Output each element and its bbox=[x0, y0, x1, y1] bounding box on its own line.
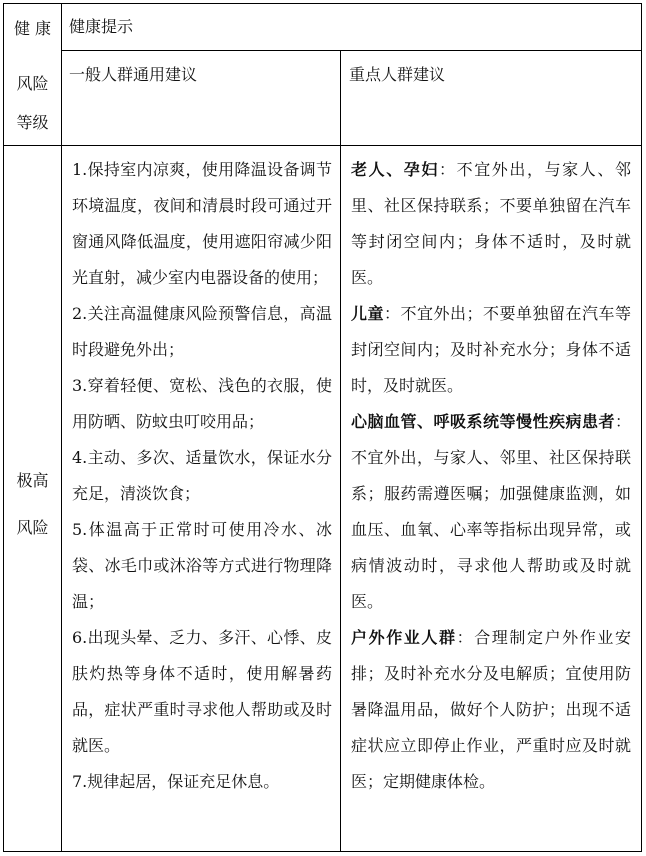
risk-level-value-line: 风险 bbox=[16, 518, 49, 537]
group-advice: ：不宜外出，与家人、邻里、社区保持联系；服药需遵医嘱；加强健康监测，如血压、血氧、心率等指标出现异常，或病情波动时，寻求他人帮助或及时就医。 bbox=[351, 412, 631, 611]
table-border-bottom bbox=[3, 851, 642, 852]
table-border-right bbox=[641, 3, 642, 852]
key-advice-header: 重点人群建议 bbox=[349, 65, 446, 84]
general-advice-list bbox=[62, 146, 340, 800]
key-advice-item bbox=[351, 296, 631, 404]
key-advice-item bbox=[351, 620, 631, 800]
table-border-top bbox=[3, 3, 642, 4]
general-advice-header: 一般人群通用建议 bbox=[69, 65, 198, 84]
group-advice: ：不宜外出，与家人、邻里、社区保持联系；不要单独留在汽车等封闭空间内；身体不适时，及时就医。 bbox=[351, 160, 631, 287]
group-advice: ：不宜外出；不要单独留在汽车等封闭空间内；及时补充水分；身体不适时，及时就医。 bbox=[351, 304, 631, 395]
group-name: 户外作业人群 bbox=[351, 628, 457, 647]
risk-level-header-line: 风险 bbox=[16, 74, 49, 93]
general-advice-item: 4.主动、多次、适量饮水，保证水分充足，清淡饮食； bbox=[72, 448, 332, 503]
group-name: 老人、孕妇 bbox=[351, 160, 439, 179]
group-advice: ：合理制定户外作业安排；及时补充水分及电解质；宜使用防暑降温用品，做好个人防护；出现不适症状应立即停止作业，严重时应及时就医；定期健康体检。 bbox=[351, 628, 631, 791]
group-name: 心脑血管、呼吸系统等慢性疾病患者 bbox=[351, 412, 615, 431]
risk-level-header-line: 等级 bbox=[16, 113, 49, 132]
general-advice-item: 6.出现头晕、乏力、多汗、心悸、皮肤灼热等身体不适时，使用解暑药品，症状严重时寻求他人帮助或及时就医。 bbox=[72, 628, 332, 755]
key-advice-item bbox=[351, 404, 631, 620]
general-advice-item: 7.规律起居，保证充足休息。 bbox=[72, 772, 280, 791]
health-advice-table bbox=[3, 3, 642, 852]
general-advice-item: 3.穿着轻便、宽松、浅色的衣服，使用防晒、防蚊虫叮咬用品； bbox=[72, 376, 332, 431]
key-advice-item bbox=[351, 152, 631, 296]
risk-level-header bbox=[4, 9, 61, 142]
general-advice-item: 2.关注高温健康风险预警信息，高温时段避免外出； bbox=[72, 304, 332, 359]
risk-level-value-line: 极高 bbox=[16, 471, 49, 490]
general-advice-item: 5.体温高于正常时可使用冷水、冰袋、冰毛巾或沐浴等方式进行物理降温； bbox=[72, 520, 332, 611]
group-name: 儿童 bbox=[351, 304, 384, 323]
key-advice-list bbox=[341, 146, 641, 800]
general-advice-item: 1.保持室内凉爽，使用降温设备调节环境温度，夜间和清晨时段可通过开窗通风降低温度，使用遮阳帘减少阳光直射，减少室内电器设备的使用； bbox=[72, 160, 332, 287]
risk-level-header-line: 健 康 bbox=[13, 19, 52, 38]
health-tips-header: 健康提示 bbox=[69, 17, 134, 36]
row-divider-top bbox=[61, 50, 642, 51]
risk-level-value bbox=[4, 461, 61, 547]
